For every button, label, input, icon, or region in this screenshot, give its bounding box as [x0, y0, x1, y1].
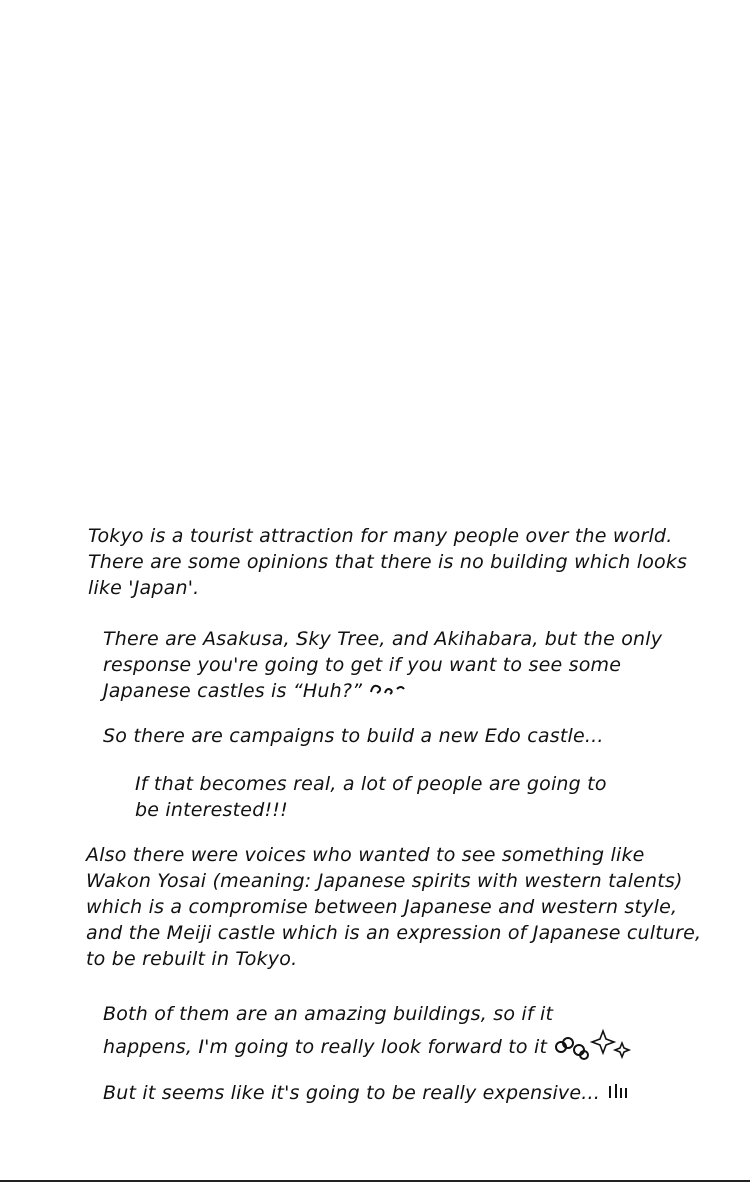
paragraph-intro [88, 523, 688, 601]
text-line: There are Asakusa, Sky Tree, and Akihabara, but the only [103, 628, 663, 650]
text-line: response you're going to get if you want to see some [103, 654, 622, 676]
text-line: Wakon Yosai (meaning: Japanese spirits with western talents) [86, 870, 683, 892]
sparkle-icon [553, 1027, 633, 1068]
paragraph-look-forward [103, 1001, 663, 1068]
paragraph-expensive [103, 1080, 663, 1107]
text-line: There are some opinions that there is no building which looks [88, 551, 688, 573]
text-line: happens, I'm going to really look forward to it [103, 1036, 548, 1058]
paragraph-meiji-castle [86, 842, 702, 972]
text-line-with-icon [103, 678, 673, 705]
paragraph-interest [135, 771, 655, 823]
text-line: Tokyo is a tourist attraction for many people over the world. [88, 525, 673, 547]
question-squiggle-icon [368, 678, 410, 705]
page-bottom-border [0, 1180, 750, 1182]
text-line: Also there were voices who wanted to see something like [86, 844, 645, 866]
text-line-with-icon [103, 1027, 663, 1068]
text-line: be interested!!! [135, 799, 288, 821]
text-line: Both of them are an amazing buildings, so if it [103, 1003, 554, 1025]
text-line: But it seems like it's going to be really expensive... [103, 1082, 600, 1104]
text-line: Japanese castles is “Huh?” [103, 680, 363, 702]
text-line: If that becomes real, a lot of people are going to [135, 773, 607, 795]
paragraph-castles [103, 626, 673, 705]
text-line: and the Meiji castle which is an expression of Japanese culture, [86, 922, 702, 944]
text-line: to be rebuilt in Tokyo. [86, 948, 298, 970]
text-line: like 'Japan'. [88, 577, 200, 599]
text-line: So there are campaigns to build a new Edo castle... [103, 725, 604, 747]
paragraph-edo-campaign [103, 723, 663, 749]
sweat-lines-icon [606, 1081, 630, 1107]
text-line: which is a compromise between Japanese and western style, [86, 896, 678, 918]
text-line-with-icon [103, 1080, 663, 1107]
